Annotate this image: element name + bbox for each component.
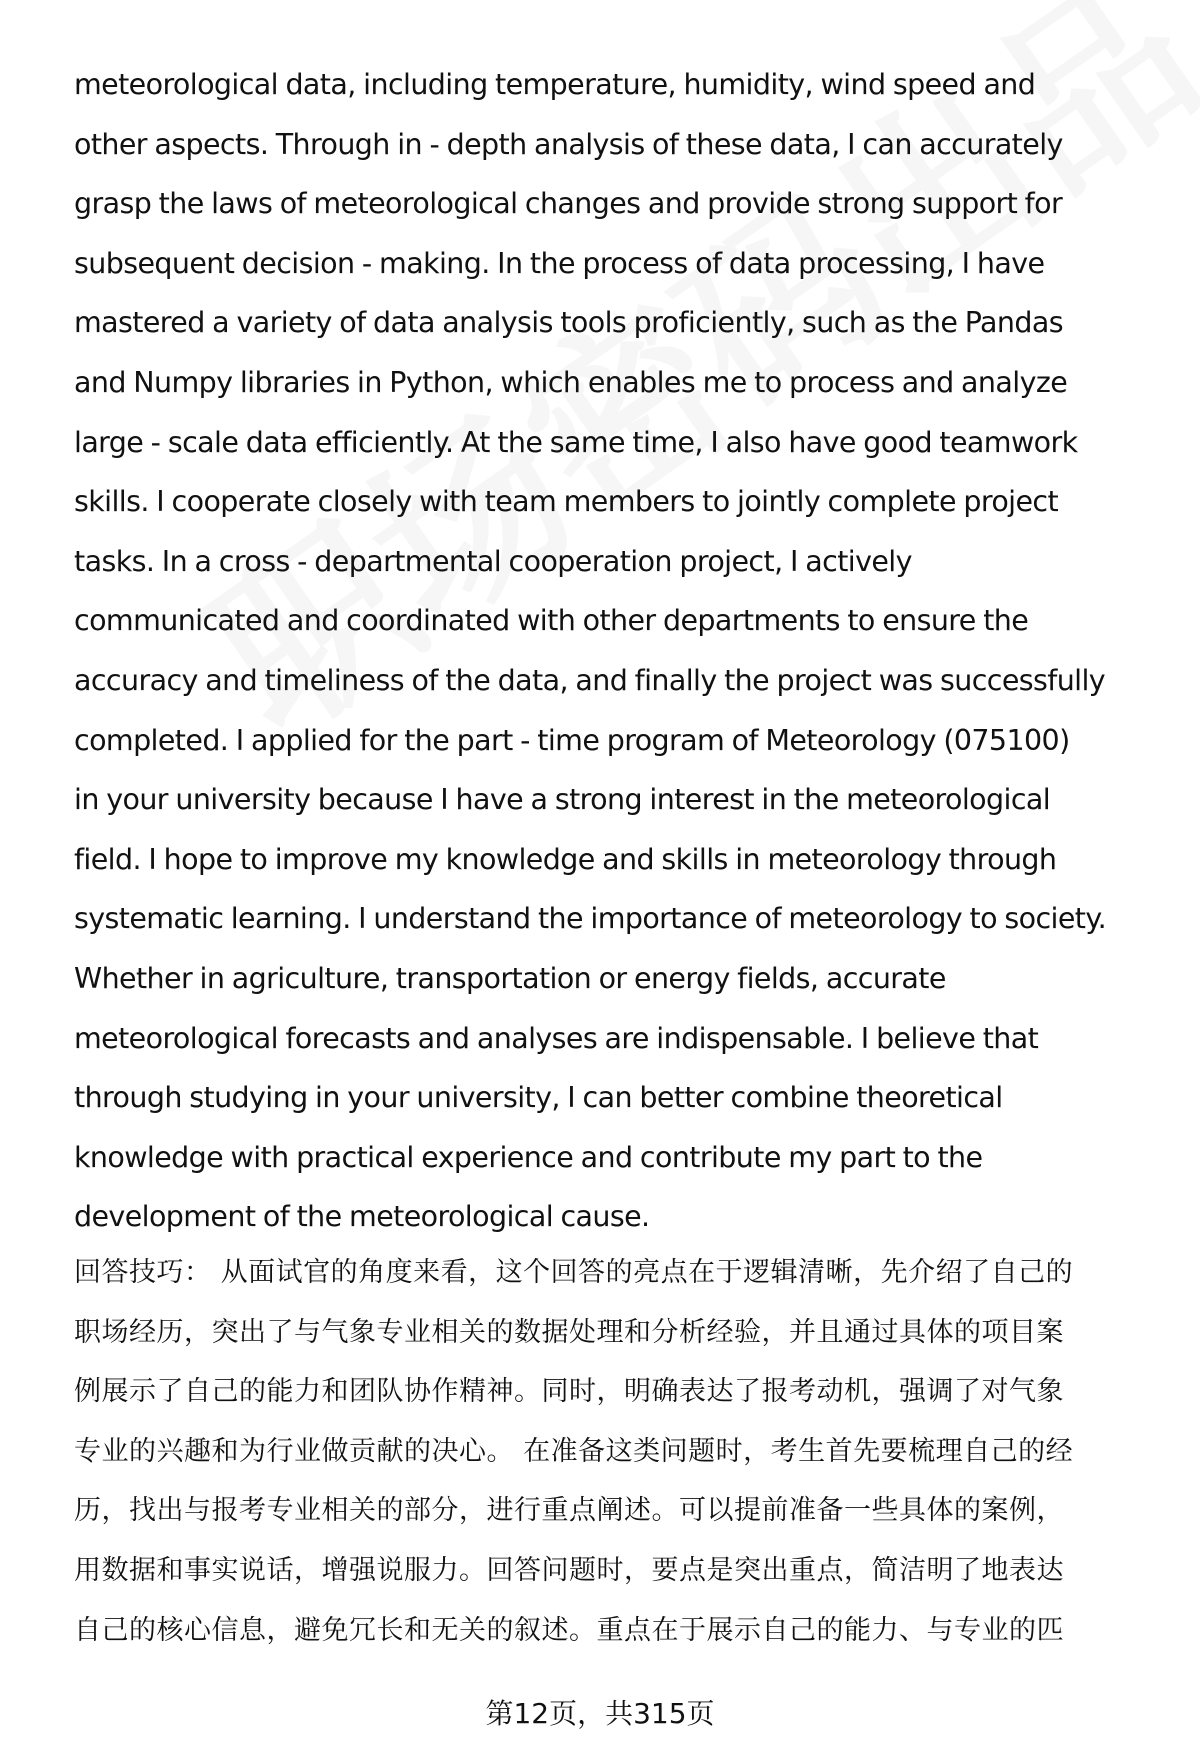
tips-line: 例展示了自己的能力和团队协作精神。同时，明确表达了报考动机，强调了对气象 <box>74 1376 1064 1408</box>
answer-line: communicated and coordinated with other departments to ensure the <box>74 604 1029 638</box>
answer-line: accuracy and timeliness of the data, and finally the project was successfully <box>74 663 1106 697</box>
answer-line: other aspects. Through in - depth analysis of these data, I can accurately <box>74 127 1063 161</box>
answer-line: tasks. In a cross - departmental cooperation project, I actively <box>74 544 912 578</box>
answer-line: in your university because I have a strong interest in the meteorological <box>74 783 1051 817</box>
answer-paragraph <box>74 55 1164 1247</box>
answer-line: systematic learning. I understand the importance of meteorology to society. <box>74 902 1107 936</box>
tips-line: 自己的核心信息，避免冗长和无关的叙述。重点在于展示自己的能力、与专业的匹 <box>74 1614 1064 1646</box>
tips-line: 用数据和事实说话，增强说服力。回答问题时，要点是突出重点，简洁明了地表达 <box>74 1554 1064 1586</box>
answer-line: completed. I applied for the part - time program of Meteorology (075100) <box>74 723 1070 757</box>
answer-line: meteorological forecasts and analyses are indispensable. I believe that <box>74 1021 1039 1055</box>
answer-line: and Numpy libraries in Python, which enables me to process and analyze <box>74 365 1068 399</box>
answer-tips-paragraph <box>74 1243 1174 1660</box>
tips-line: 历，找出与报考专业相关的部分，进行重点阐述。可以提前准备一些具体的案例， <box>74 1495 1064 1527</box>
answer-line: through studying in your university, I can better combine theoretical <box>74 1081 1003 1115</box>
answer-line: knowledge with practical experience and contribute my part to the <box>74 1140 983 1174</box>
answer-line: development of the meteorological cause. <box>74 1200 650 1234</box>
tips-line: 回答技巧： 从面试官的角度来看，这个回答的亮点在于逻辑清晰，先介绍了自己的 <box>74 1257 1074 1288</box>
answer-line: grasp the laws of meteorological changes and provide strong support for <box>74 187 1063 221</box>
answer-line: large - scale data efficiently. At the same time, I also have good teamwork <box>74 425 1078 459</box>
tips-line: 职场经历，突出了与气象专业相关的数据处理和分析经验，并且通过具体的项目案 <box>74 1316 1064 1348</box>
answer-line: subsequent decision - making. In the process of data processing, I have <box>74 246 1045 280</box>
page-number: 第12页，共315页 <box>485 1697 715 1730</box>
answer-line: field. I hope to improve my knowledge and skills in meteorology through <box>74 842 1057 876</box>
answer-line: skills. I cooperate closely with team members to jointly complete project <box>74 485 1059 519</box>
answer-line: meteorological data, including temperature, humidity, wind speed and <box>74 68 1036 101</box>
answer-line: Whether in agriculture, transportation or energy fields, accurate <box>74 961 946 995</box>
answer-body <box>74 55 1164 1247</box>
tips-line: 专业的兴趣和为行业做贡献的决心。 在准备这类问题时，考生首先要梳理自己的经 <box>74 1435 1074 1467</box>
answer-line: mastered a variety of data analysis tools proficiently, such as the Pandas <box>74 306 1063 340</box>
